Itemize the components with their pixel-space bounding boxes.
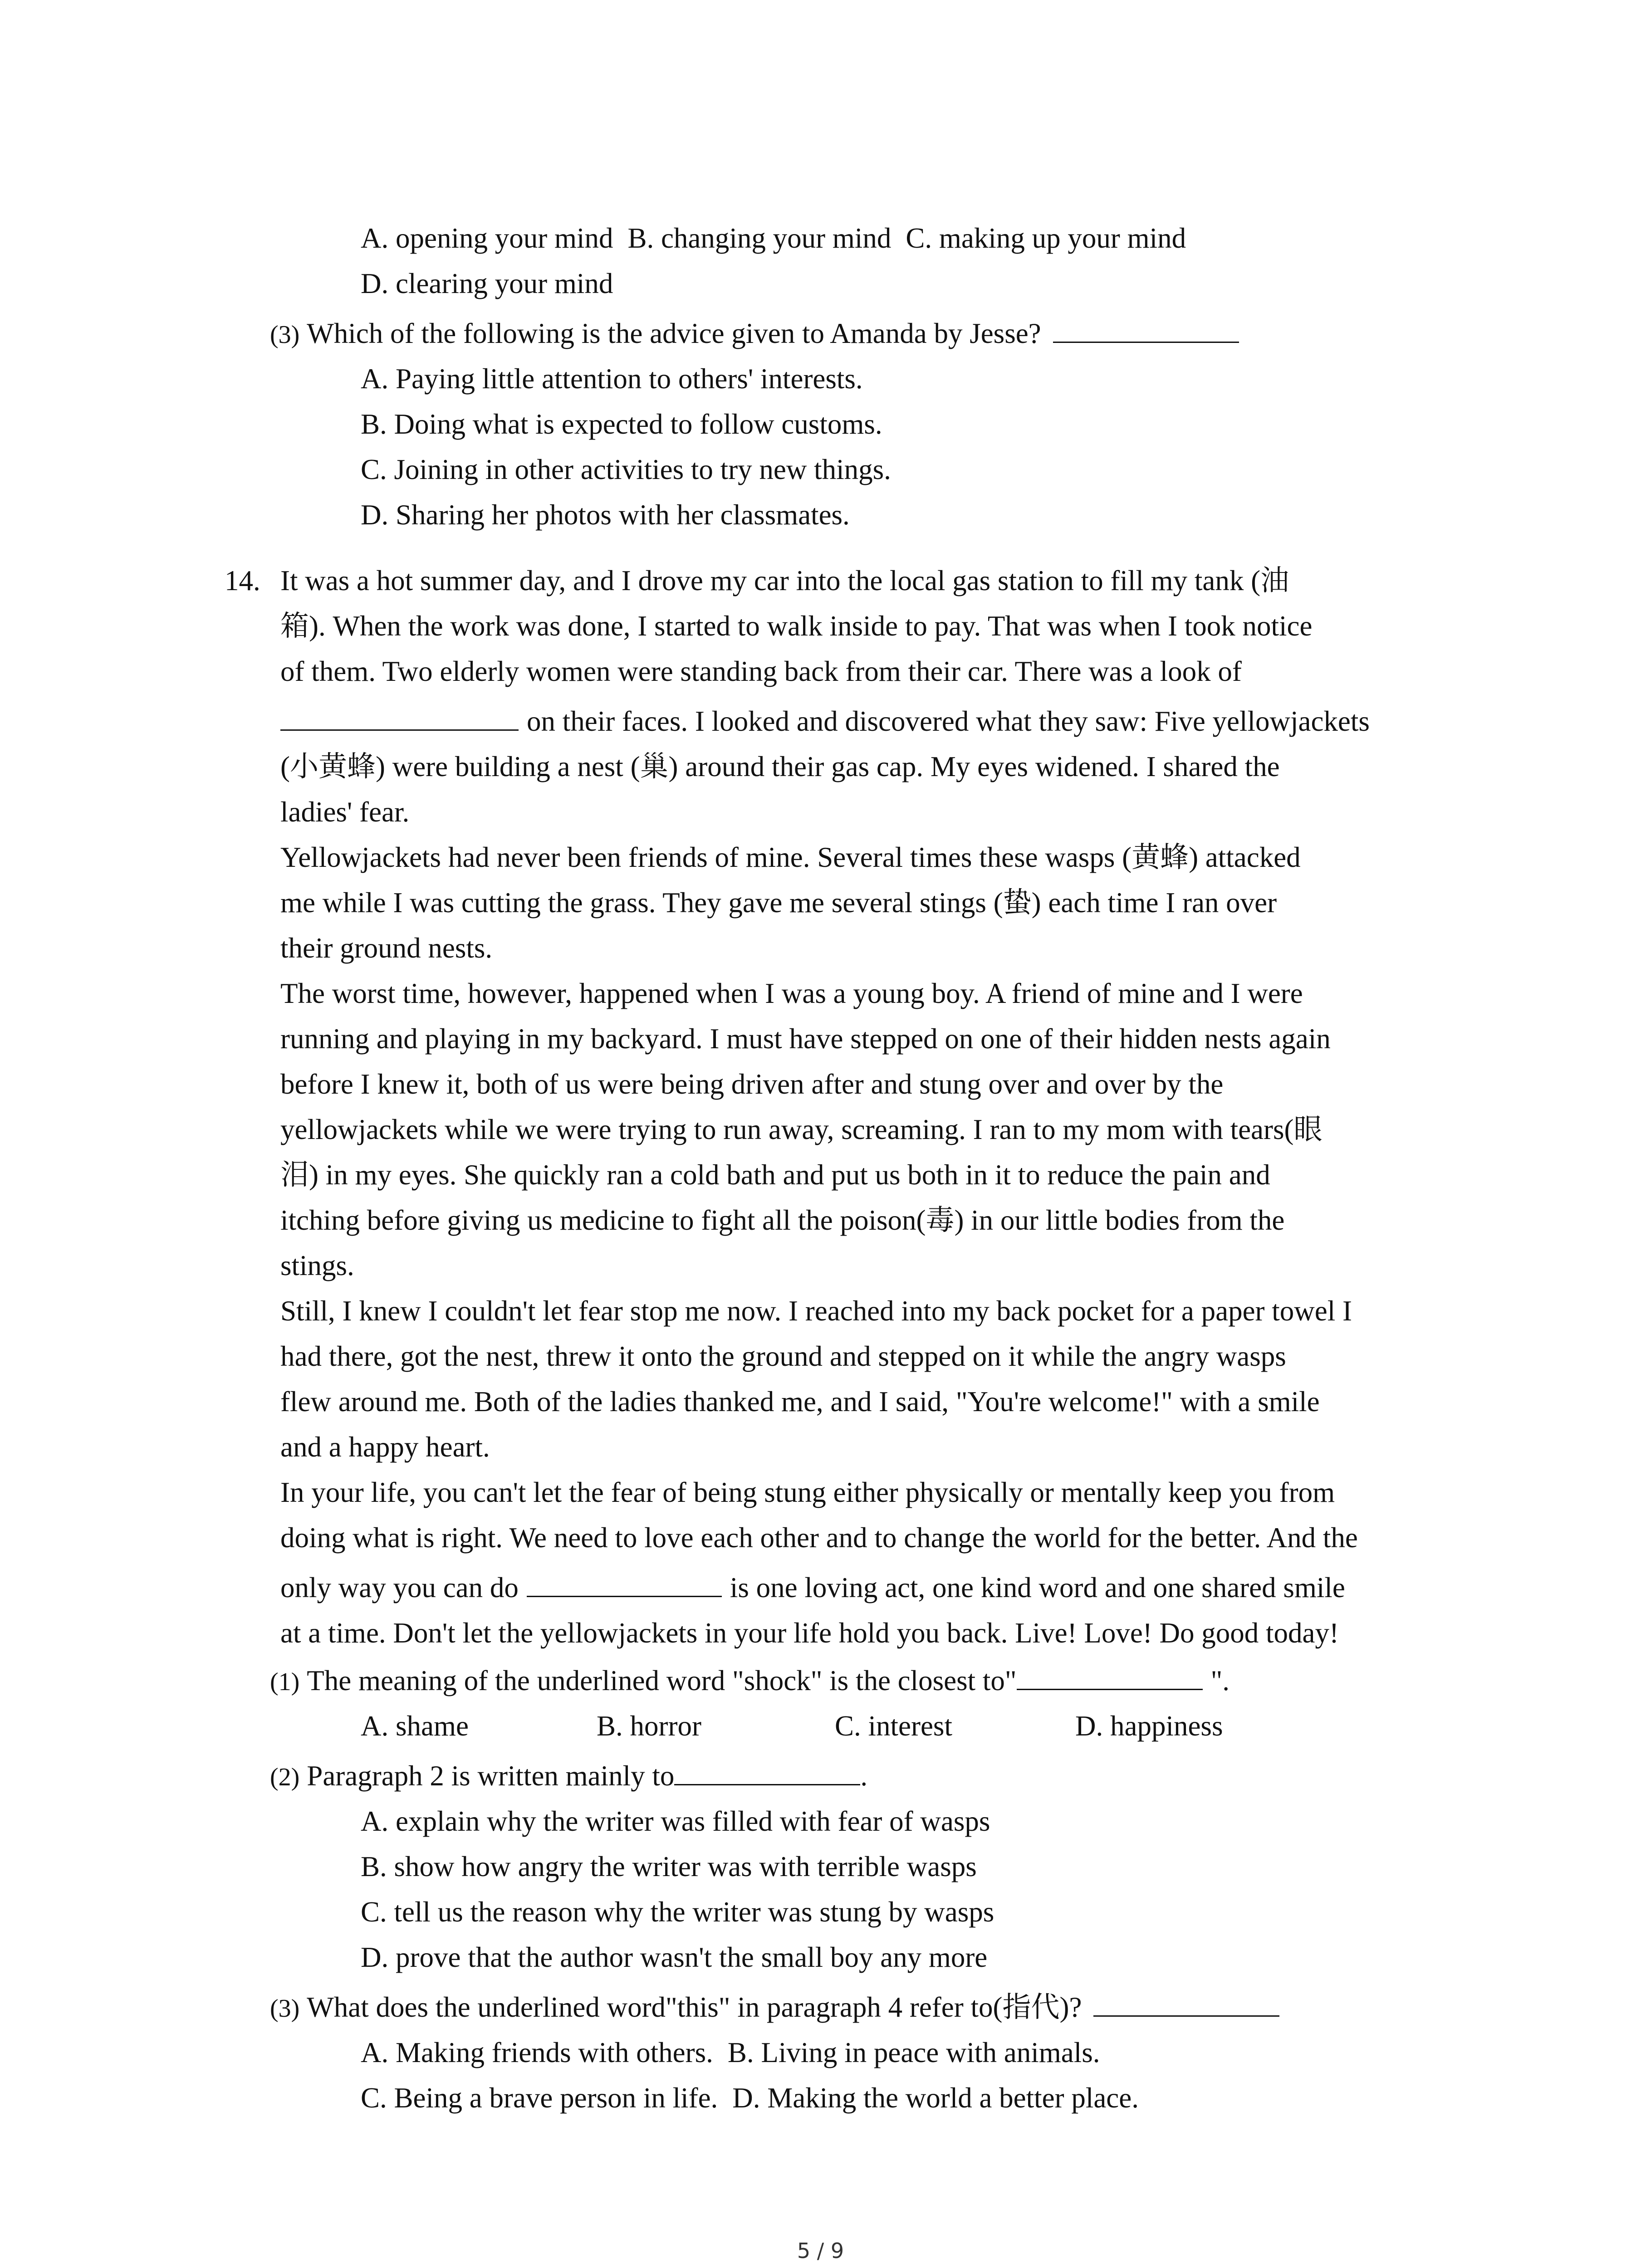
q14-1-text-end: ". [1210,1665,1230,1696]
page-indicator: 5 / 9 [797,2239,844,2263]
q14-3-question [270,1989,1279,2027]
passage-line: Yellowjackets had never been friends of mine. Several times these wasps (黄蜂) attacked [280,841,1301,873]
q13-2-options-row1 [361,220,1186,256]
passage-line: and a happy heart. [280,1431,490,1463]
q14-2-option-a: A. explain why the writer was filled with fear of wasps [361,1805,990,1837]
q14-3-options-row1 [361,2034,1100,2071]
q14-3-options-row2 [361,2080,1139,2116]
q14-1-text: The meaning of the underlined word "shock" is the closest to" [307,1665,1017,1696]
answer-blank[interactable] [1017,1662,1203,1690]
q14-2-option-c: C. tell us the reason why the writer was stung by wasps [361,1896,994,1928]
passage-line-with-blank [280,703,1370,739]
q13-3-question [270,315,1239,353]
q13-2-option-a: A. opening your mind [361,222,613,254]
passage-line: In your life, you can't let the fear of being stung either physically or mentally keep you from [280,1476,1335,1508]
q14-3-number: (3) [270,1994,300,2023]
passage-line: doing what is right. We need to love each other and to change the world for the better. And the [280,1522,1358,1554]
answer-blank[interactable] [1053,315,1239,343]
passage-text: on their faces. I looked and discovered what they saw: Five yellowjackets [527,705,1370,737]
passage-line: of them. Two elderly women were standing back from their car. There was a look of [280,655,1242,687]
answer-blank[interactable] [280,703,519,731]
q14-1-option-c: C. interest [835,1710,952,1742]
q13-3-option-d: D. Sharing her photos with her classmates. [361,499,850,531]
q14-1-option-b: B. horror [597,1710,701,1742]
passage-line: running and playing in my backyard. I must have stepped on one of their hidden nests again [280,1023,1331,1055]
q14-3-option-b: B. Living in peace with animals. [727,2037,1100,2068]
q14-1-option-d: D. happiness [1075,1710,1223,1742]
passage-text: only way you can do [280,1572,519,1603]
passage-line: It was a hot summer day, and I drove my car into the local gas station to fill my tank (油 [280,565,1289,596]
passage-line: flew around me. Both of the ladies thanked me, and I said, "You're welcome!" with a smile [280,1386,1320,1418]
q14-2-text: Paragraph 2 is written mainly to [307,1760,675,1792]
q14-2-option-d: D. prove that the author wasn't the small boy any more [361,1941,988,1973]
q13-3-text: Which of the following is the advice given to Amanda by Jesse? [307,318,1041,349]
answer-blank[interactable] [674,1758,860,1785]
passage-line: 箱). When the work was done, I started to walk inside to pay. That was when I took notice [280,610,1313,642]
q13-2-option-c: C. making up your mind [906,222,1186,254]
q14-2-text-end: . [860,1760,868,1792]
q14-3-option-a: A. Making friends with others. [361,2037,713,2068]
passage-line: Still, I knew I couldn't let fear stop me now. I reached into my back pocket for a paper towel I [280,1295,1352,1327]
passage-line: me while I was cutting the grass. They gave me several stings (蛰) each time I ran over [280,887,1277,919]
passage-line: had there, got the nest, threw it onto the ground and stepped on it while the angry wasps [280,1340,1286,1372]
passage-line: their ground nests. [280,932,493,964]
q14-1-question [270,1662,1230,1700]
q13-2-option-b: B. changing your mind [627,222,892,254]
q14-1-number: (1) [270,1668,300,1696]
q14-1-option-a: A. shame [361,1710,469,1742]
q14-2-number: (2) [270,1763,300,1791]
q13-3-number: (3) [270,321,300,349]
passage-line-with-blank [280,1569,1345,1606]
passage-line: ladies' fear. [280,796,410,828]
q14-3-option-d: D. Making the world a better place. [732,2082,1139,2114]
passage-line: (小黄蜂) were building a nest (巢) around their gas cap. My eyes widened. I shared the [280,751,1280,782]
passage-line: 泪) in my eyes. She quickly ran a cold bath and put us both in it to reduce the pain and [280,1159,1270,1191]
answer-blank[interactable] [1093,1989,1279,2017]
passage-text: is one loving act, one kind word and one shared smile [730,1572,1345,1603]
q13-3-option-c: C. Joining in other activities to try new things. [361,454,891,485]
answer-blank[interactable] [527,1569,722,1597]
q13-3-option-a: A. Paying little attention to others' interests. [361,363,863,395]
passage-line: at a time. Don't let the yellowjackets in your life hold you back. Live! Love! Do good today! [280,1617,1339,1649]
q14-2-option-b: B. show how angry the writer was with terrible wasps [361,1851,977,1882]
q13-3-option-b: B. Doing what is expected to follow customs. [361,408,882,440]
q14-3-option-c: C. Being a brave person in life. [361,2082,718,2114]
passage-line: The worst time, however, happened when I was a young boy. A friend of mine and I were [280,978,1303,1009]
passage-line: before I knew it, both of us were being driven after and stung over and over by the [280,1068,1224,1100]
passage-line: yellowjackets while we were trying to run away, screaming. I ran to my mom with tears(眼 [280,1114,1323,1145]
q14-2-question [270,1758,867,1795]
q13-2-option-d: D. clearing your mind [361,268,613,299]
passage-line: stings. [280,1250,354,1281]
q14-number: 14. [225,565,260,596]
passage-line: itching before giving us medicine to fight all the poison(毒) in our little bodies from the [280,1204,1285,1236]
q14-3-text: What does the underlined word"this" in paragraph 4 refer to(指代)? [307,1991,1082,2023]
